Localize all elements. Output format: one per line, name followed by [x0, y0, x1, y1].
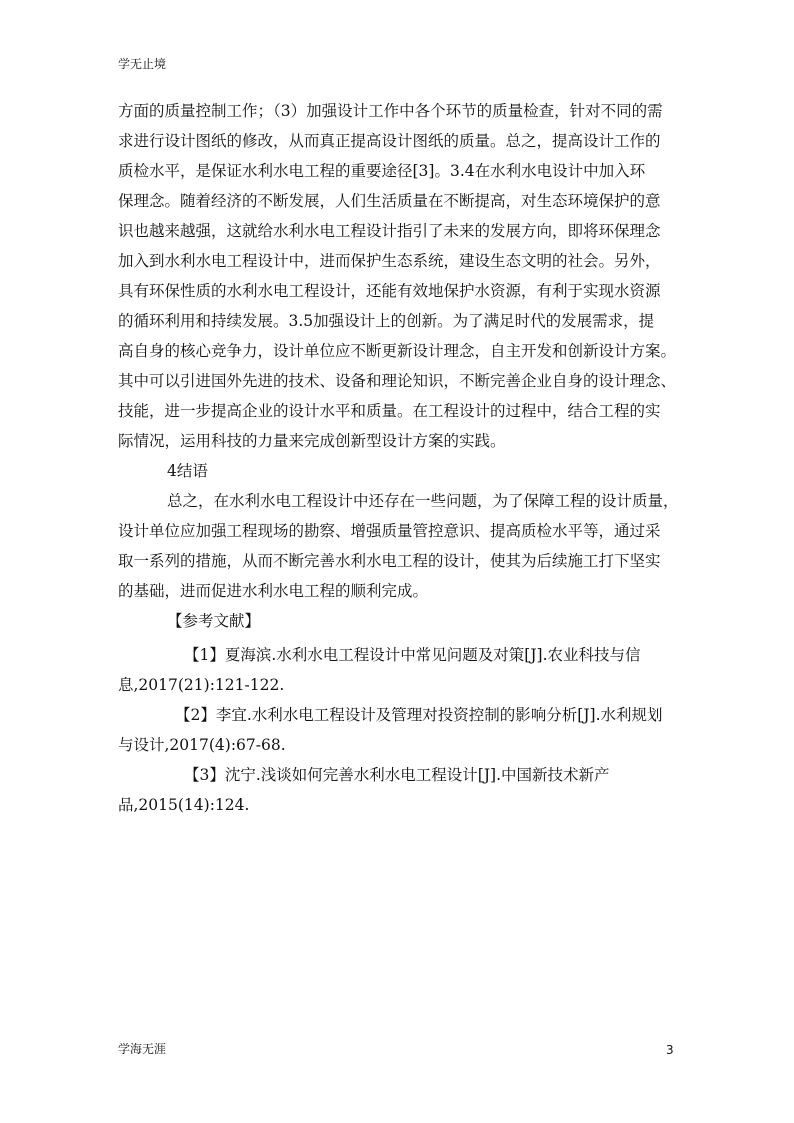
paragraph-line: 保理念。随着经济的不断发展，人们生活质量在不断提高，对生态环境保护的意 [118, 192, 661, 210]
section-heading-conclusion: 4结语 [167, 462, 208, 480]
paragraph-line: 加入到水利水电工程设计中，进而保护生态系统，建设生态文明的社会。另外， [118, 252, 661, 270]
reference-3-line-1: 【3】沈宁.浅谈如何完善水利水电工程设计[J].中国新技术新产 [184, 766, 610, 784]
page-number: 3 [666, 1043, 674, 1057]
paragraph-line: 的循环利用和持续发展。3.5加强设计上的创新。为了满足时代的发展需求，提 [118, 312, 655, 330]
conclusion-line: 设计单位应加强工程现场的勘察、增强质量管控意识、提高质检水平等，通过采 [118, 522, 661, 540]
reference-2-line-2: 与设计,2017(4):67-68. [118, 736, 286, 754]
page-footer: 学海无涯 [118, 1042, 167, 1056]
reference-1-line-2: 息,2017(21):121-122. [118, 676, 285, 694]
paragraph-line: 技能，进一步提高企业的设计水平和质量。在工程设计的过程中，结合工程的实 [118, 402, 661, 420]
reference-1-line-1: 【1】夏海滨.水利水电工程设计中常见问题及对策[J].农业科技与信 [184, 646, 641, 664]
reference-3-line-2: 品,2015(14):124. [118, 796, 250, 814]
references-heading: 【参考文献】 [167, 612, 261, 630]
conclusion-line: 取一系列的措施，从而不断完善水利水电工程的设计，使其为后续施工打下坚实 [118, 552, 661, 570]
document-body [118, 96, 684, 820]
paragraph-line: 其中可以引进国外先进的技术、设备和理论知识，不断完善企业自身的设计理念、 [118, 372, 677, 390]
paragraph-line: 方面的质量控制工作；（3）加强设计工作中各个环节的质量检查，针对不同的需 [118, 102, 663, 120]
paragraph-line: 具有环保性质的水利水电工程设计，还能有效地保护水资源，有利于实现水资源 [118, 282, 661, 300]
paragraph-line: 识也越来越强，这就给水利水电工程设计指引了未来的发展方向，即将环保理念 [118, 222, 661, 240]
paragraph-line: 高自身的核心竞争力，设计单位应不断更新设计理念，自主开发和创新设计方案。 [118, 342, 677, 360]
conclusion-line: 的基础，进而促进水利水电工程的顺利完成。 [118, 582, 429, 600]
paragraph-line: 际情况，运用科技的力量来完成创新型设计方案的实践。 [118, 432, 506, 450]
page-header: 学无止境 [118, 57, 167, 71]
reference-2-line-1: 【2】李宜.水利水电工程设计及管理对投资控制的影响分析[J].水利规划 [175, 706, 663, 724]
paragraph-line: 质检水平，是保证水利水电工程的重要途径[3]。3.4在水利水电设计中加入环 [118, 162, 646, 180]
paragraph-line: 求进行设计图纸的修改，从而真正提高设计图纸的质量。总之，提高设计工作的 [118, 132, 661, 150]
conclusion-line: 总之，在水利水电工程设计中还存在一些问题，为了保障工程的设计质量， [167, 492, 679, 510]
